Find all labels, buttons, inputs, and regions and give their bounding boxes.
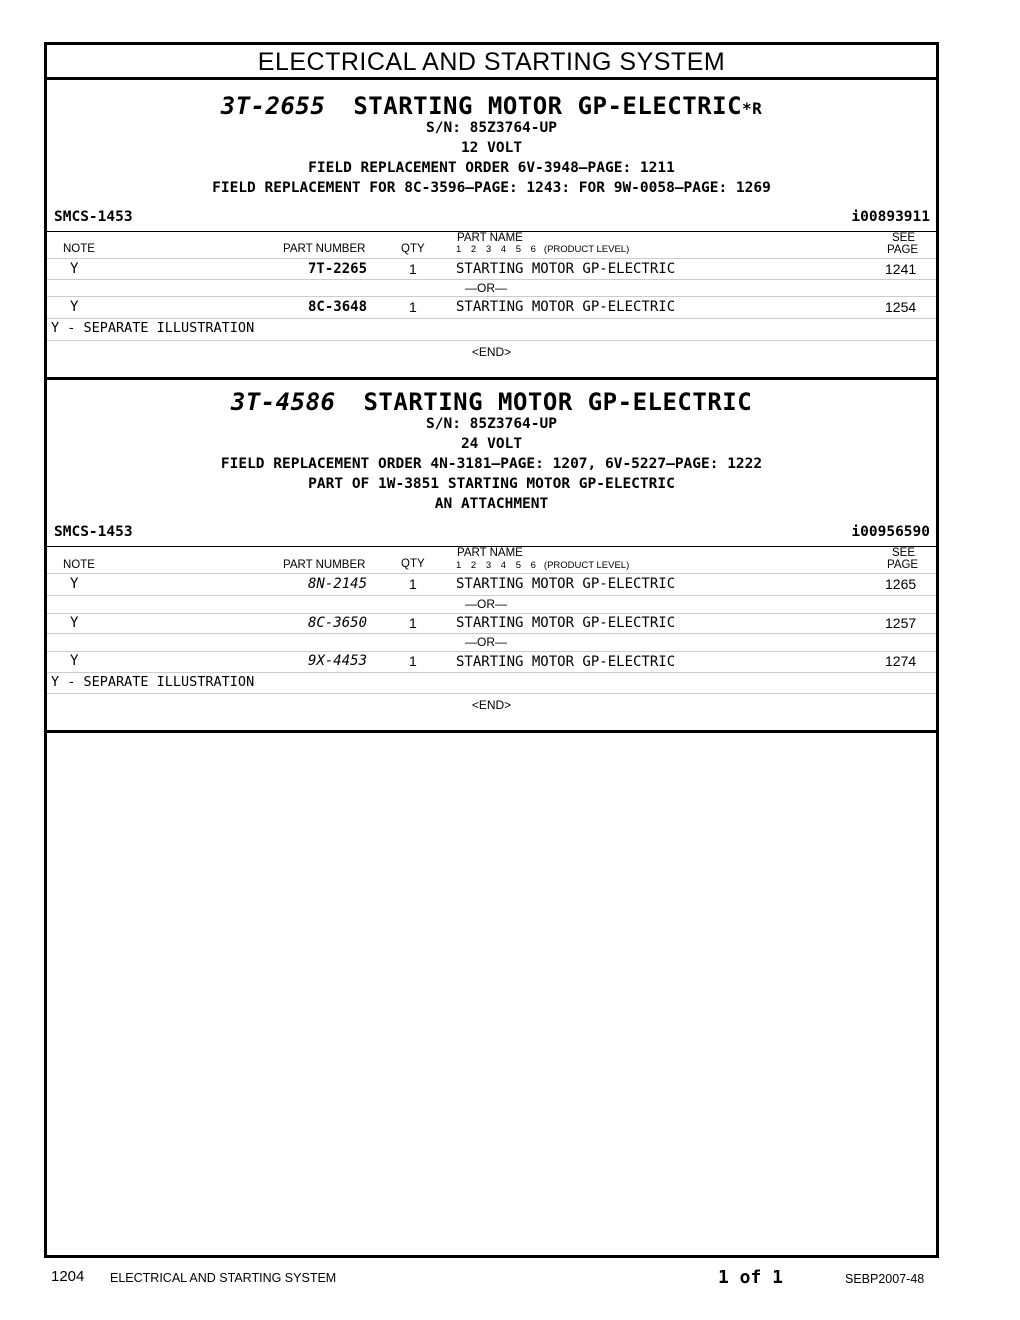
row-see-page[interactable]: 1254 xyxy=(885,299,917,315)
or-separator: —OR— xyxy=(465,597,507,611)
row-qty: 1 xyxy=(409,576,417,592)
voltage: 12 VOLT xyxy=(460,140,523,156)
serial-range: S/N: 85Z3764-UP xyxy=(426,416,557,432)
row-note: Y xyxy=(70,299,79,315)
smcs-code: SMCS-1453 xyxy=(54,524,133,540)
divider xyxy=(47,318,936,319)
section-heading xyxy=(47,92,936,120)
voltage: 24 VOLT xyxy=(460,436,523,452)
row-see-page[interactable]: 1265 xyxy=(885,576,917,592)
header-part-name: PART NAME xyxy=(457,232,523,244)
header-page: PAGE xyxy=(887,244,919,256)
level-numbers: 1 2 3 4 5 6 xyxy=(456,244,536,255)
field-replacement-order: FIELD REPLACEMENT ORDER 6V-3948—PAGE: 1211 xyxy=(308,160,675,176)
divider xyxy=(47,633,936,634)
header-note: NOTE xyxy=(63,243,95,255)
parts-section xyxy=(47,380,936,733)
field-replacement-order: FIELD REPLACEMENT ORDER 4N-3181—PAGE: 1207, 6V-5227—PAGE: 1222 xyxy=(220,456,763,472)
header-levels xyxy=(456,560,629,571)
row-part-number[interactable]: 7T-2265 xyxy=(308,261,368,277)
header-part-number: PART NUMBER xyxy=(283,243,366,255)
row-part-number[interactable]: 8C-3650 xyxy=(308,615,368,631)
revision-mark: *R xyxy=(742,99,763,118)
product-level-label: (PRODUCT LEVEL) xyxy=(543,560,630,571)
row-qty: 1 xyxy=(409,261,417,277)
header-see: SEE xyxy=(892,547,916,559)
smcs-code: SMCS-1453 xyxy=(54,209,133,225)
or-separator: —OR— xyxy=(465,281,507,295)
footer-section-title: ELECTRICAL AND STARTING SYSTEM xyxy=(110,1271,337,1285)
row-part-name: STARTING MOTOR GP-ELECTRIC xyxy=(456,654,676,670)
serial-range: S/N: 85Z3764-UP xyxy=(426,120,557,136)
field-replacement-for: FIELD REPLACEMENT FOR 8C-3596—PAGE: 1243: FOR 9W-0058—PAGE: 1269 xyxy=(212,180,771,196)
divider xyxy=(47,258,936,259)
illustration-id: i00956590 xyxy=(851,524,930,540)
row-qty: 1 xyxy=(409,615,417,631)
header-qty: QTY xyxy=(401,558,425,570)
page-frame xyxy=(44,42,939,1258)
divider xyxy=(47,595,936,596)
group-part-number[interactable]: 3T-4586 xyxy=(230,388,336,416)
footer-document-id: SEBP2007-48 xyxy=(845,1272,925,1286)
header-part-number: PART NUMBER xyxy=(283,559,366,571)
or-separator: —OR— xyxy=(465,635,507,649)
parts-section xyxy=(47,80,936,380)
header-part-name: PART NAME xyxy=(457,547,523,559)
row-see-page[interactable]: 1257 xyxy=(885,615,917,631)
footnote: Y - SEPARATE ILLUSTRATION xyxy=(51,320,255,336)
level-numbers: 1 2 3 4 5 6 xyxy=(456,560,536,571)
attachment-note: AN ATTACHMENT xyxy=(434,496,549,512)
row-see-page[interactable]: 1274 xyxy=(885,653,917,669)
divider xyxy=(47,651,936,652)
part-of: PART OF 1W-3851 STARTING MOTOR GP-ELECTRIC xyxy=(308,476,675,492)
divider xyxy=(47,279,936,280)
group-name: STARTING MOTOR GP-ELECTRIC xyxy=(353,92,743,120)
row-part-number[interactable]: 8N-2145 xyxy=(308,576,368,592)
divider xyxy=(47,296,936,297)
header-see: SEE xyxy=(892,232,916,244)
divider xyxy=(47,693,936,694)
footer-page-number: 1204 xyxy=(51,1268,85,1285)
end-marker: <END> xyxy=(471,698,512,712)
row-part-name: STARTING MOTOR GP-ELECTRIC xyxy=(456,615,676,631)
footer-page-count: 1 of 1 xyxy=(718,1267,784,1288)
row-note: Y xyxy=(70,576,79,592)
header-qty: QTY xyxy=(401,243,425,255)
illustration-id: i00893911 xyxy=(851,209,930,225)
header-page: PAGE xyxy=(887,559,919,571)
header-levels xyxy=(456,244,629,255)
row-qty: 1 xyxy=(409,653,417,669)
footnote: Y - SEPARATE ILLUSTRATION xyxy=(51,674,255,690)
divider xyxy=(47,672,936,673)
row-part-name: STARTING MOTOR GP-ELECTRIC xyxy=(456,576,676,592)
divider xyxy=(47,613,936,614)
row-note: Y xyxy=(70,615,79,631)
group-name: STARTING MOTOR GP-ELECTRIC xyxy=(363,388,753,416)
product-level-label: (PRODUCT LEVEL) xyxy=(543,244,630,255)
row-qty: 1 xyxy=(409,299,417,315)
row-part-number[interactable]: 9X-4453 xyxy=(308,653,368,669)
row-part-name: STARTING MOTOR GP-ELECTRIC xyxy=(456,261,676,277)
row-note: Y xyxy=(70,261,79,277)
row-see-page[interactable]: 1241 xyxy=(885,261,917,277)
page-title: ELECTRICAL AND STARTING SYSTEM xyxy=(47,45,936,80)
divider xyxy=(47,340,936,341)
header-note: NOTE xyxy=(63,559,95,571)
group-part-number[interactable]: 3T-2655 xyxy=(220,92,326,120)
divider xyxy=(47,573,936,574)
end-marker: <END> xyxy=(471,345,512,359)
section-heading xyxy=(47,388,936,416)
row-note: Y xyxy=(70,653,79,669)
row-part-number[interactable]: 8C-3648 xyxy=(308,299,368,315)
row-part-name: STARTING MOTOR GP-ELECTRIC xyxy=(456,299,676,315)
